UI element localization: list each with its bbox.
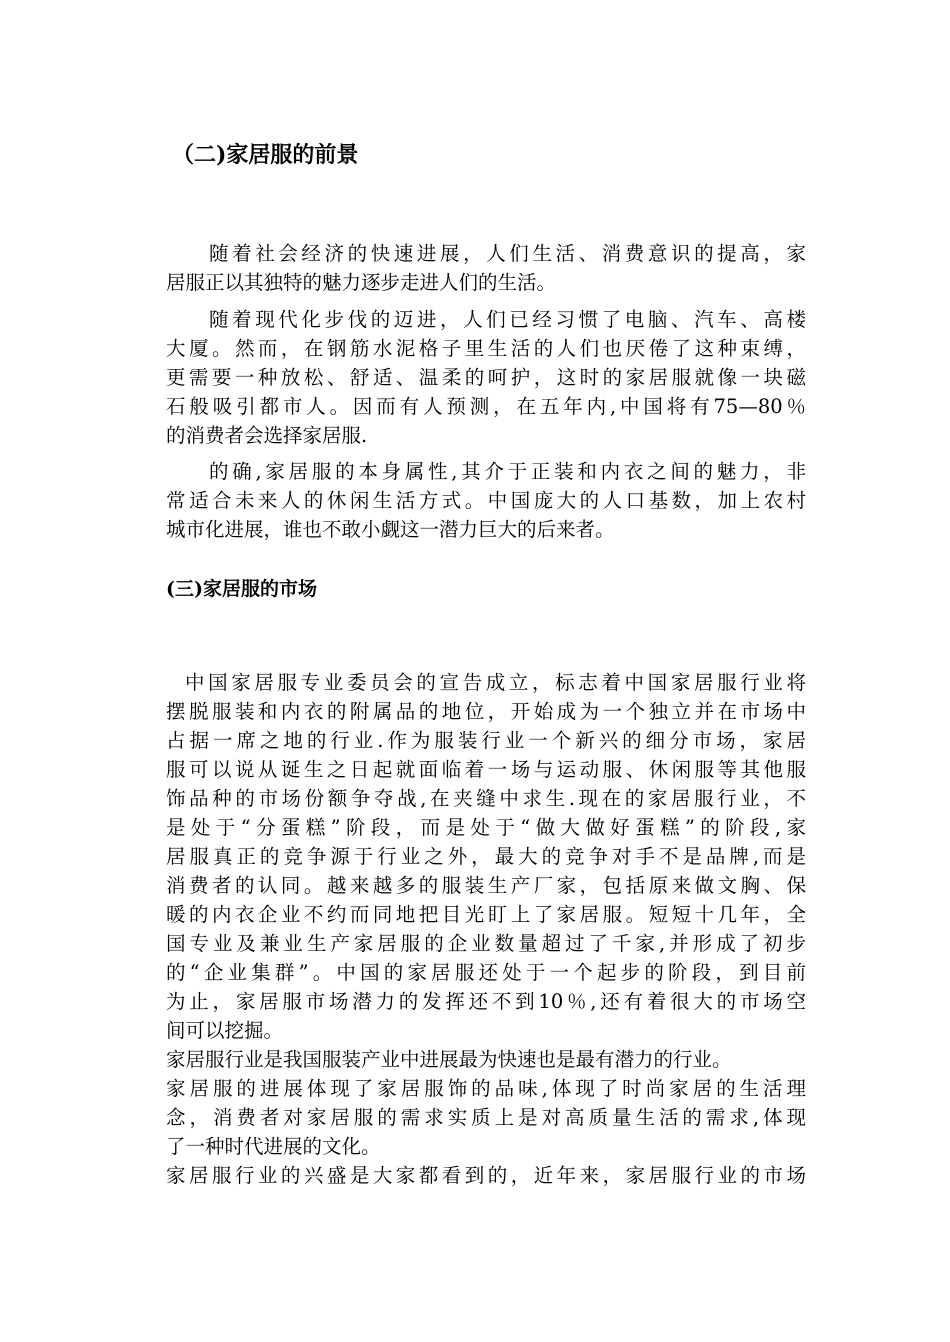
- text-line: 中国家居服专业委员会的宣告成立，标志着中国家居服行业将: [185, 671, 806, 694]
- text-line: 服可以说从诞生之日起就面临着一场与运动服、休闲服等其他服: [166, 758, 806, 781]
- text-line: 占据一席之地的行业.作为服装行业一个新兴的细分市场，家居: [166, 729, 806, 752]
- text-line: 家居服行业是我国服装产业中进展最为快速也是最有潜力的行业。: [166, 1048, 732, 1071]
- text-line: 家居服行业的兴盛是大家都看到的，近年来，家居服行业的市场: [166, 1164, 806, 1187]
- text-line: 消费者的认同。越来越多的服装生产厂家，包括原来做文胸、保: [166, 874, 806, 897]
- text-line: 是处于“分蛋糕”阶段，而是处于“做大做好蛋糕”的阶段,家: [166, 816, 806, 839]
- text-line: 暖的内衣企业不约而同地把目光盯上了家居服。短短十几年，全: [166, 903, 806, 926]
- text-line: 城市化进展，谁也不敢小觑这一潜力巨大的后来者。: [166, 518, 615, 541]
- text-line: 的“企业集群”。中国的家居服还处于一个起步的阶段，到目前: [166, 961, 806, 984]
- text-line: 家居服的进展体现了家居服饰的品味,体现了时尚家居的生活理: [166, 1077, 806, 1100]
- paragraph-prospects-1: [166, 239, 806, 297]
- text-line: 了一种时代进展的文化。: [166, 1135, 381, 1158]
- text-line: 随着社会经济的快速进展，人们生活、消费意识的提高，家: [209, 242, 806, 265]
- paragraph-prospects-2: [166, 305, 806, 450]
- text-line: 随着现代化步伐的迈进，人们已经习惯了电脑、汽车、高楼: [209, 308, 806, 331]
- section-heading-prospects: （二)家居服的前景: [172, 142, 359, 168]
- text-line: 大厦。然而，在钢筋水泥格子里生活的人们也厌倦了这种束缚，: [166, 337, 806, 360]
- text-line: 居服真正的竞争源于行业之外，最大的竞争对手不是品牌,而是: [166, 845, 806, 868]
- text-line: 念，消费者对家居服的需求实质上是对高质量生活的需求,体现: [166, 1106, 806, 1129]
- text-line: 摆脱服装和内衣的附属品的地位，开始成为一个独立并在市场中: [166, 700, 806, 723]
- text-line: 饰品种的市场份额争夺战,在夹缝中求生.现在的家居服行业，不: [166, 787, 806, 810]
- text-line: 间可以挖掘。: [166, 1019, 284, 1042]
- text-line: 国专业及兼业生产家居服的企业数量超过了千家,并形成了初步: [166, 932, 806, 955]
- section-heading-market: (三)家居服的市场: [166, 578, 317, 600]
- paragraph-prospects-3: [166, 457, 806, 544]
- text-line: 更需要一种放松、舒适、温柔的呵护，这时的家居服就像一块磁: [166, 366, 806, 389]
- text-line: 为止，家居服市场潜力的发挥还不到10％,还有着很大的市场空: [166, 990, 806, 1013]
- text-line: 的确,家居服的本身属性,其介于正装和内衣之间的魅力，非: [209, 460, 806, 483]
- text-line: 居服正以其独特的魅力逐步走进人们的生活。: [166, 271, 557, 294]
- paragraph-market: [166, 668, 806, 1190]
- text-line: 的消费者会选择家居服.: [166, 424, 368, 447]
- text-line: 常适合未来人的休闲生活方式。中国庞大的人口基数，加上农村: [166, 489, 806, 512]
- text-line: 石般吸引都市人。因而有人预测，在五年内,中国将有75—80％: [166, 395, 806, 418]
